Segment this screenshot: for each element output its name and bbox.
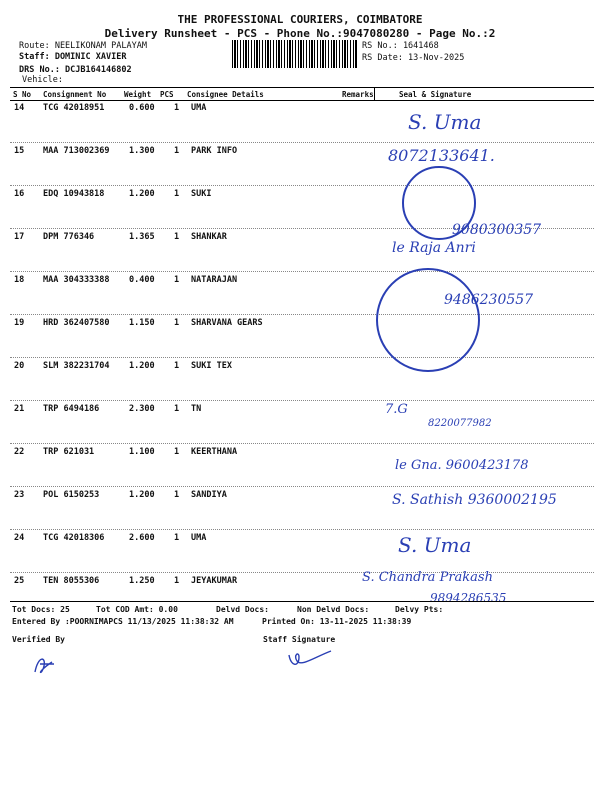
col-sno: S No (13, 90, 32, 99)
cell-consignment-no: MAA 713002369 (43, 146, 110, 156)
row-divider (10, 572, 594, 573)
route-label: Route: NEELIKONAM PALAYAM (19, 41, 147, 51)
row-divider (10, 443, 594, 444)
col-seal-signature: Seal & Signature (399, 90, 472, 99)
cell-sno: 22 (14, 447, 25, 457)
cell-sno: 21 (14, 404, 25, 414)
cell-pcs: 1 (174, 189, 180, 199)
cell-consignment-no: TCG 42018951 (43, 103, 105, 113)
cell-consignee: SHARVANA GEARS (191, 318, 263, 328)
runsheet-title: Delivery Runsheet - PCS - Phone No.:9047080280 - Page No.:2 (104, 27, 496, 40)
cell-consignee: NATARAJAN (191, 275, 238, 285)
cell-sno: 23 (14, 490, 25, 500)
cell-consignee: UMA (191, 533, 207, 543)
table-row (0, 318, 600, 361)
row-divider (10, 486, 594, 487)
cell-consignment-no: EDQ 10943818 (43, 189, 105, 199)
signature-row-24: S. Uma (398, 533, 472, 557)
staff-signature-mark (285, 647, 335, 669)
header-divider (374, 88, 375, 100)
cell-consignee: PARK INFO (191, 146, 238, 156)
cell-consignment-no: TRP 6494186 (43, 404, 100, 414)
row-divider (10, 185, 594, 186)
cell-sno: 19 (14, 318, 25, 328)
cell-weight: 0.400 (129, 275, 155, 285)
rs-number: RS No.: 1641468 (362, 41, 439, 51)
signature-row-21-phone: 8220077982 (428, 418, 492, 429)
staff-label: Staff: DOMINIC XAVIER (19, 52, 127, 62)
cell-consignment-no: MAA 304333388 (43, 275, 110, 285)
table-row (0, 533, 600, 576)
row-divider (10, 142, 594, 143)
col-remarks: Remarks (342, 90, 374, 99)
cell-consignee: SUKI TEX (191, 361, 232, 371)
cell-pcs: 1 (174, 318, 180, 328)
cell-consignment-no: SLM 382231704 (43, 361, 110, 371)
cell-consignee: SUKI (191, 189, 212, 199)
cell-pcs: 1 (174, 404, 180, 414)
staff-signature-label: Staff Signature (263, 635, 336, 644)
cell-consignee: KEERTHANA (191, 447, 238, 457)
col-consignee: Consignee Details (187, 90, 264, 99)
signature-row-25: S. Chandra Prakash (362, 570, 493, 585)
entered-by: Entered By :POORNIMAPCS 11/13/2025 11:38:32 AM (12, 617, 234, 626)
verified-by-label: Verified By (12, 635, 65, 644)
col-weight: Weight (124, 90, 152, 99)
cell-weight: 0.600 (129, 103, 155, 113)
signature-row-15: 8072133641. (388, 146, 495, 165)
signature-row-22: le Gna. 9600423178 (395, 458, 529, 473)
cell-weight: 1.150 (129, 318, 155, 328)
cell-pcs: 1 (174, 103, 180, 113)
company-name: THE PROFESSIONAL COURIERS, COIMBATORE (177, 13, 423, 26)
cell-consignee: UMA (191, 103, 207, 113)
cell-sno: 18 (14, 275, 25, 285)
footer-rule (10, 601, 594, 602)
delivery-points: Delvy Pts: (395, 605, 444, 614)
row-divider (10, 529, 594, 530)
table-row (0, 232, 600, 275)
cell-sno: 24 (14, 533, 25, 543)
table-row (0, 103, 600, 146)
table-row (0, 146, 600, 189)
cell-consignment-no: HRD 362407580 (43, 318, 110, 328)
printed-on: Printed On: 13-11-2025 11:38:39 (262, 617, 412, 626)
col-consignment: Consignment No (43, 90, 107, 99)
signature-row-23: S. Sathish 9360002195 (392, 492, 557, 508)
barcode (232, 40, 358, 68)
signature-row-25-phone: 9894286535 (430, 591, 507, 605)
signature-row-19-phone: 9486230557 (444, 292, 534, 308)
cell-weight: 1.200 (129, 490, 155, 500)
cell-pcs: 1 (174, 146, 180, 156)
cell-weight: 1.200 (129, 189, 155, 199)
non-delivered-docs: Non Delvd Docs: (297, 605, 370, 614)
cell-sno: 17 (14, 232, 25, 242)
cell-pcs: 1 (174, 275, 180, 285)
cell-consignee: JEYAKUMAR (191, 576, 238, 586)
verified-by-signature (30, 652, 60, 678)
cell-sno: 20 (14, 361, 25, 371)
cell-weight: 2.600 (129, 533, 155, 543)
table-row (0, 404, 600, 447)
cell-sno: 16 (14, 189, 25, 199)
header-top-rule (10, 87, 594, 88)
cell-pcs: 1 (174, 490, 180, 500)
signature-row-17: le Raja Anri (392, 240, 476, 256)
cell-pcs: 1 (174, 447, 180, 457)
row-divider (10, 314, 594, 315)
col-pcs: PCS (160, 90, 174, 99)
cell-consignment-no: DPM 776346 (43, 232, 95, 242)
cell-consignment-no: TCG 42018306 (43, 533, 105, 543)
cell-pcs: 1 (174, 533, 180, 543)
total-docs: Tot Docs: 25 (12, 605, 70, 614)
cell-pcs: 1 (174, 232, 180, 242)
drs-label: DRS No.: DCJB164146802 (19, 65, 132, 75)
cell-consignee: SHANKAR (191, 232, 227, 242)
cell-consignee: SANDIYA (191, 490, 227, 500)
cell-pcs: 1 (174, 576, 180, 586)
signature-row-17-phone: 9080300357 (452, 222, 542, 238)
total-cod: Tot COD Amt: 0.00 (96, 605, 178, 614)
cell-consignment-no: TRP 621031 (43, 447, 95, 457)
signature-row-14: S. Uma (408, 110, 482, 134)
rs-date: RS Date: 13-Nov-2025 (362, 53, 465, 63)
cell-weight: 1.300 (129, 146, 155, 156)
cell-sno: 15 (14, 146, 25, 156)
cell-consignment-no: POL 6150253 (43, 490, 100, 500)
row-divider (10, 271, 594, 272)
header-bottom-rule (10, 100, 594, 101)
cell-weight: 1.365 (129, 232, 155, 242)
row-divider (10, 357, 594, 358)
cell-weight: 1.250 (129, 576, 155, 586)
cell-sno: 14 (14, 103, 25, 113)
vehicle-label: Vehicle: (22, 75, 63, 85)
cell-sno: 25 (14, 576, 25, 586)
cell-consignee: TN (191, 404, 202, 414)
seal-stamp-row-19 (376, 268, 480, 372)
table-row (0, 361, 600, 404)
delivered-docs: Delvd Docs: (216, 605, 269, 614)
cell-weight: 2.300 (129, 404, 155, 414)
cell-weight: 1.200 (129, 361, 155, 371)
row-divider (10, 400, 594, 401)
cell-pcs: 1 (174, 361, 180, 371)
cell-consignment-no: TEN 8055306 (43, 576, 100, 586)
cell-weight: 1.100 (129, 447, 155, 457)
signature-row-21: 7.G (385, 402, 408, 417)
